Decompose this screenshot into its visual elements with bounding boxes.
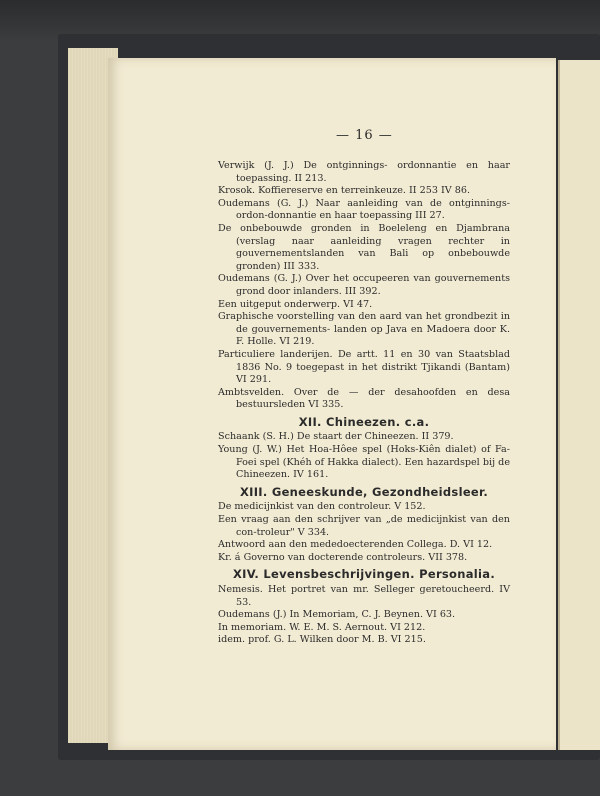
section-chineezen <box>218 416 510 482</box>
index-entry: De medicijnkist van den controleur. V 152. <box>218 501 426 513</box>
index-entry: Schaank (S. H.) De staart der Chineezen. II 379. <box>218 431 454 443</box>
index-entry: Nemesis. Het portret van mr. Selleger geretoucheerd. IV 53. <box>218 584 510 608</box>
adjacent-page <box>558 60 600 750</box>
index-entry: Een vraag aan den schrijver van „de medicijnkist van den con-troleur" V 334. <box>218 514 510 538</box>
section-land <box>218 160 510 412</box>
index-entry: Particuliere landerijen. De artt. 11 en 30 van Staatsblad 1836 No. 9 toegepast in het distrikt Tjikandi (Bantam) VI 291. <box>218 348 510 386</box>
index-entry: Ambtsvelden. Over de — der desahoofden en desa bestuursleden VI 335. <box>218 386 510 411</box>
index-entry: Graphische voorstelling van den aard van het grondbezit in de gouvernements- landen op Java en Madoera door K. F. Holle. VI 219. <box>218 311 510 348</box>
index-entry: Krosok. Koffiereserve en terreinkeuze. II 253 IV 86. <box>218 185 471 197</box>
section-personalia <box>218 568 510 647</box>
section-geneeskunde <box>218 486 510 565</box>
index-entry: Oudemans (J.) In Memoriam, C. J. Beynen. VI 63. <box>218 609 456 621</box>
index-entry: Een uitgeput onderwerp. VI 47. <box>218 298 373 310</box>
index-entry: idem. prof. G. L. Wilken door M. B. VI 215. <box>218 634 426 646</box>
section-heading: XIV. Levensbeschrijvingen. Personalia. <box>232 567 496 582</box>
index-entry: Antwoord aan den mededoecterenden Collega. D. VI 12. <box>218 539 493 551</box>
index-entry: De onbebouwde gronden in Boeleleng en Djambrana (verslag naar aanleiding vragen rechter in gouvernementslanden van Bali op onbebouwde gronden) III 333. <box>218 222 510 272</box>
index-entry: Verwijk (J. J.) De ontginnings- ordonnantie en haar toepassing. II 213. <box>218 160 510 184</box>
index-entry: Oudemans (G. J.) Naar aanleiding van de ontginnings- ordon-donnantie en haar toepassing III 27. <box>218 197 510 222</box>
section-heading: XII. Chineezen. c.a. <box>298 414 430 429</box>
page-number: — 16 — <box>336 128 393 143</box>
index-entry: Young (J. W.) Het Hoa-Hôee spel (Hoks-Kiên dialet) of Fa-Foei spel (Khéh of Hakka dialect). Een hazardspel bij de Chineezen. IV 161. <box>218 444 510 481</box>
index-entry: Oudemans (G. J.) Over het occupeeren van gouvernements grond door inlanders. III 392. <box>218 273 510 297</box>
section-heading: XIII. Geneeskunde, Gezondheidsleer. <box>239 484 489 499</box>
index-content <box>218 160 510 647</box>
index-entry: In memoriam. W. E. M. S. Aernout. VI 212. <box>218 621 426 633</box>
index-entry: Kr. á Governo van docterende controleurs. VII 378. <box>218 551 468 563</box>
